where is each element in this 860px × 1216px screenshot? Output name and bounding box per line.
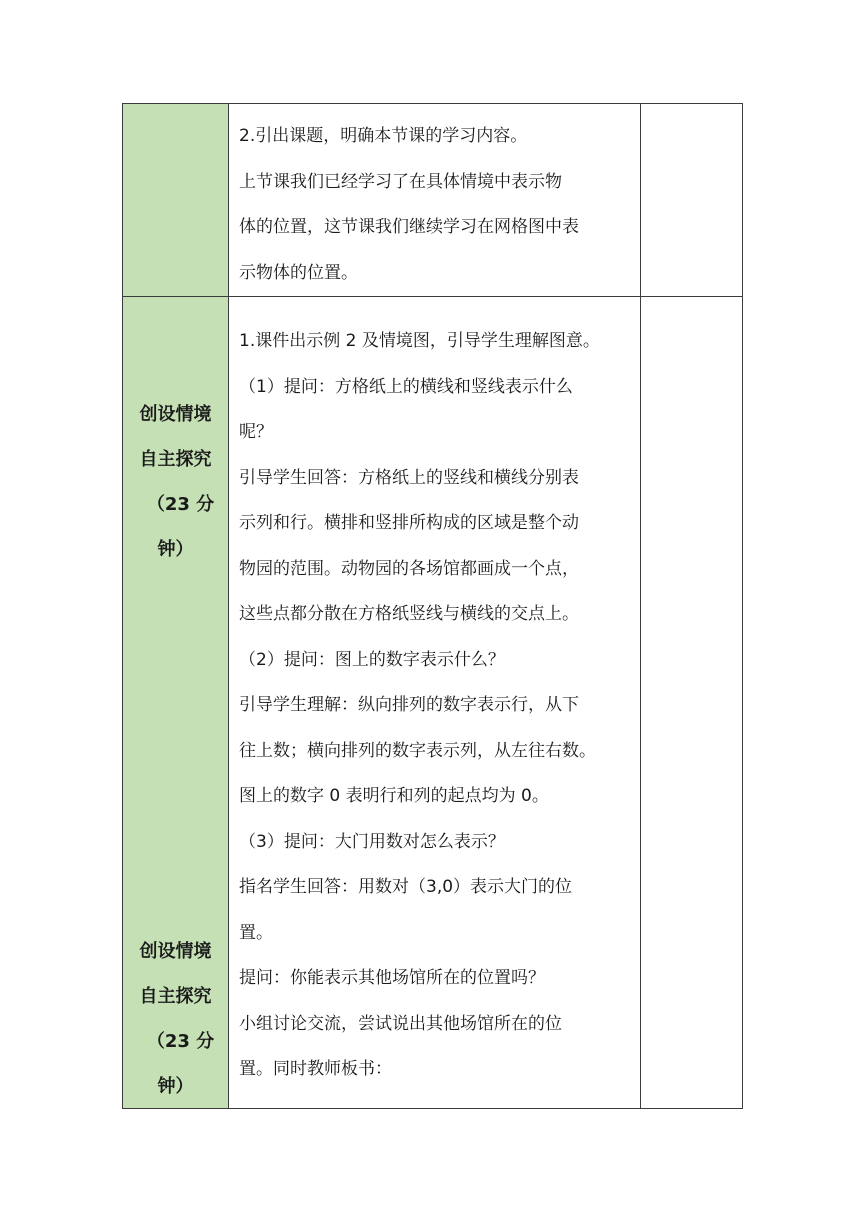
content-text bbox=[229, 104, 640, 296]
lesson-plan-table bbox=[122, 103, 743, 1109]
text-line: 示列和行。横排和竖排所构成的区域是整个动 bbox=[239, 513, 579, 533]
table-row bbox=[123, 297, 743, 1109]
text-line: 上节课我们已经学习了在具体情境中表示物 bbox=[239, 171, 562, 192]
text-line: 1.课件出示例 2 及情境图，引导学生理解图意。 bbox=[239, 331, 600, 351]
text-line: 体的位置，这节课我们继续学习在网格图中表 bbox=[239, 217, 579, 237]
text-line: 物园的范围。动物园的各场馆都画成一个点， bbox=[239, 558, 579, 579]
text-line: 提问：你能表示其他场馆所在的位置吗？ bbox=[239, 968, 545, 988]
notes-cell bbox=[641, 104, 743, 297]
text-line: 小组讨论交流，尝试说出其他场馆所在的位 bbox=[239, 1013, 562, 1034]
text-line: 指名学生回答：用数对（3,0）表示大门的位 bbox=[239, 877, 573, 897]
stage-label-cell bbox=[123, 297, 229, 1109]
content-text bbox=[229, 297, 640, 1093]
text-line: 呢？ bbox=[239, 422, 273, 442]
table-row bbox=[123, 104, 743, 297]
stage-label: 创设情境 自主探究 （23 分 钟） bbox=[139, 941, 215, 1097]
text-line: 引导学生理解：纵向排列的数字表示行，从下 bbox=[239, 695, 579, 715]
stage-label: 创设情境 自主探究 （23 分 钟） bbox=[139, 404, 215, 560]
text-line: 引导学生回答：方格纸上的竖线和横线分别表 bbox=[239, 467, 579, 488]
text-line: 示物体的位置。 bbox=[239, 262, 358, 283]
text-line: 这些点都分散在方格纸竖线与横线的交点上。 bbox=[239, 604, 579, 624]
text-line: （1）提问：方格纸上的横线和竖线表示什么 bbox=[239, 376, 573, 397]
text-line: 置。 bbox=[239, 922, 273, 943]
notes-cell bbox=[641, 297, 743, 1109]
text-line: 置。同时教师板书： bbox=[239, 1059, 392, 1079]
text-line: （2）提问：图上的数字表示什么？ bbox=[239, 649, 505, 670]
text-line: 图上的数字 0 表明行和列的起点均为 0。 bbox=[239, 786, 549, 806]
stage-label-cell bbox=[123, 104, 229, 297]
text-line: 2.引出课题，明确本节课的学习内容。 bbox=[239, 126, 528, 146]
content-cell bbox=[229, 104, 641, 297]
content-cell bbox=[229, 297, 641, 1109]
text-line: （3）提问：大门用数对怎么表示？ bbox=[239, 831, 505, 852]
text-line: 往上数；横向排列的数字表示列，从左往右数。 bbox=[239, 740, 596, 761]
